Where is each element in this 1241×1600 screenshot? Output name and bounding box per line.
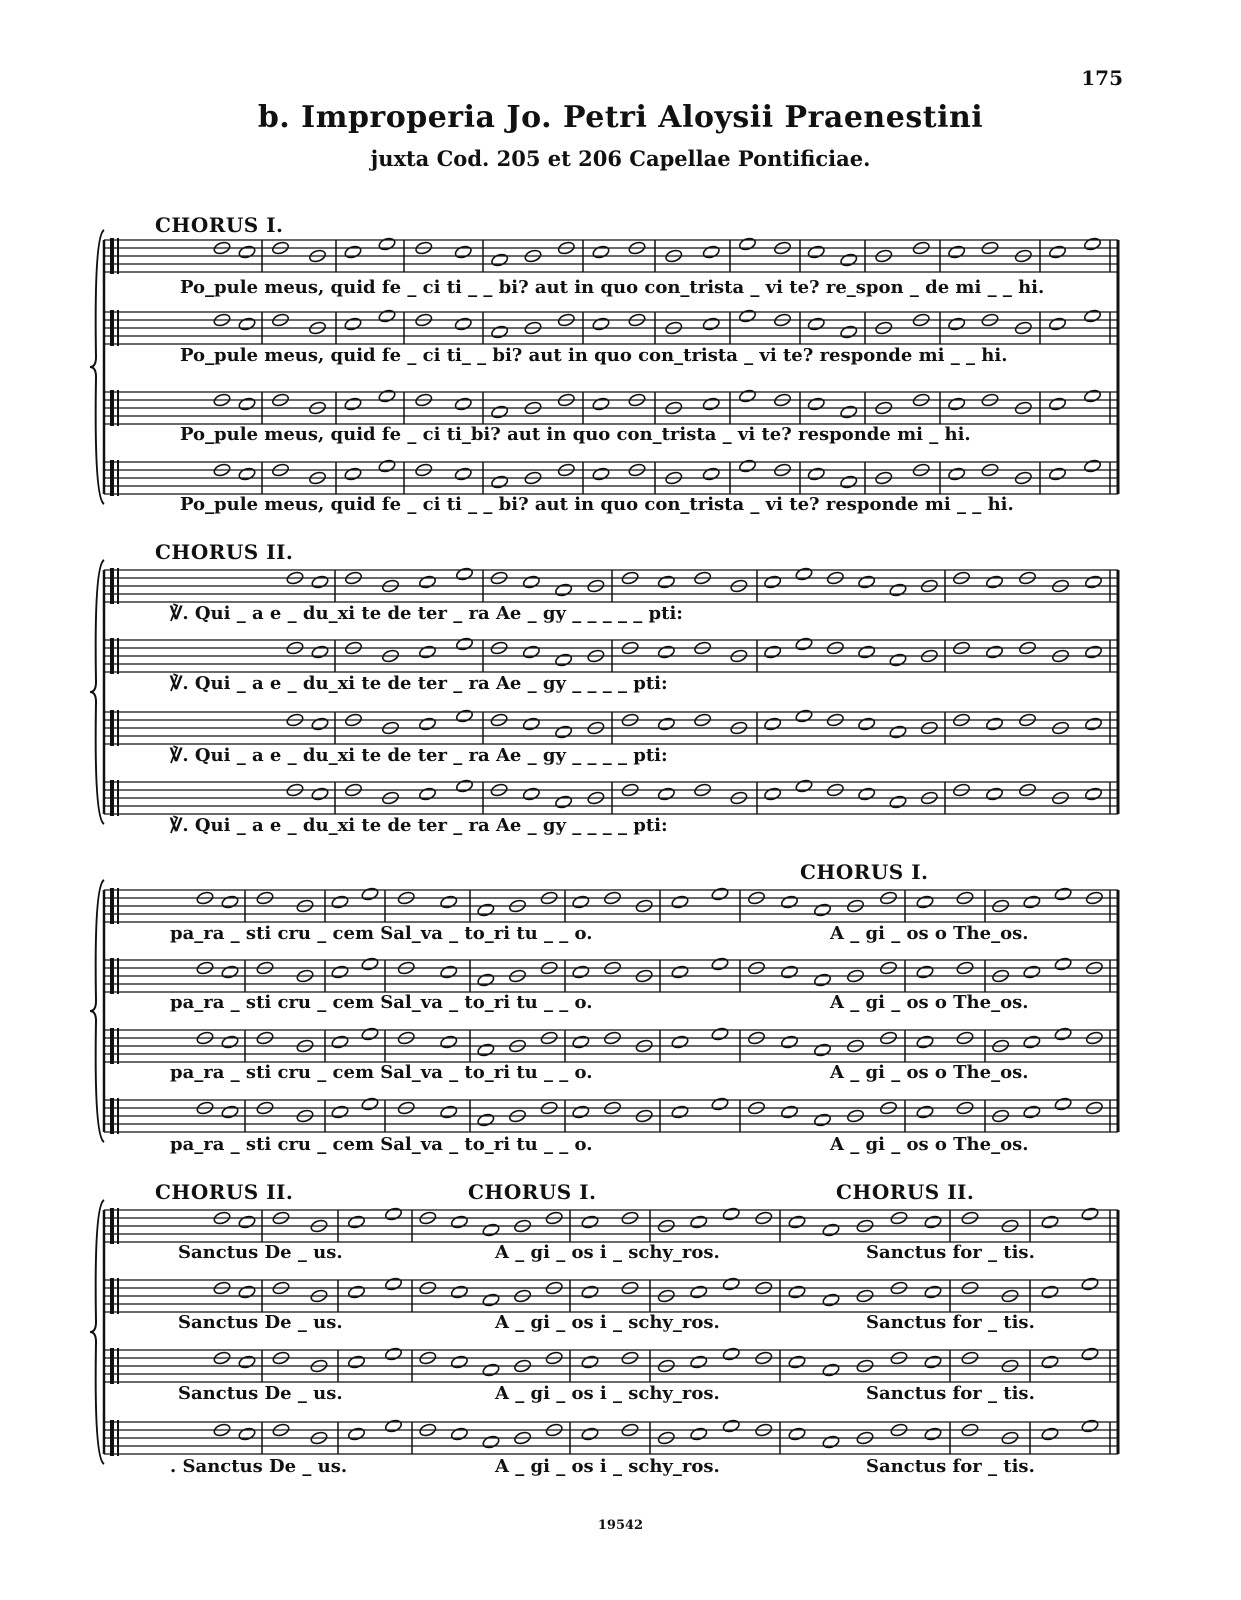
note-head bbox=[795, 567, 813, 582]
note-head bbox=[331, 1035, 349, 1050]
note-head bbox=[344, 317, 362, 332]
note-head bbox=[657, 575, 675, 590]
clef-mark bbox=[110, 710, 114, 746]
chorus-label: CHORUS II. bbox=[155, 540, 294, 564]
note-head bbox=[238, 1215, 256, 1230]
lyric-line: A _ gi _ os o The_os. bbox=[830, 923, 1029, 944]
lyric-line: Po_pule meus, quid fe _ ci ti_bi? aut in quo con_trista _ vi te? responde mi _ hi. bbox=[180, 424, 971, 445]
note-head bbox=[780, 1105, 798, 1120]
note-head bbox=[795, 709, 813, 724]
note-head bbox=[344, 467, 362, 482]
note-head bbox=[572, 1035, 590, 1050]
note-head bbox=[347, 1285, 365, 1300]
note-head bbox=[440, 1105, 458, 1120]
note-head bbox=[1023, 1105, 1041, 1120]
note-head bbox=[311, 787, 329, 802]
note-head bbox=[378, 389, 396, 404]
note-head bbox=[711, 1097, 729, 1112]
clef-mark bbox=[110, 390, 114, 426]
note-head bbox=[384, 1277, 402, 1292]
note-head bbox=[344, 245, 362, 260]
lyric-line: Sanctus for _ tis. bbox=[866, 1312, 1035, 1333]
note-head bbox=[889, 725, 907, 740]
note-head bbox=[916, 1035, 934, 1050]
note-head bbox=[455, 779, 473, 794]
note-head bbox=[490, 253, 508, 268]
note-head bbox=[418, 717, 436, 732]
note-head bbox=[592, 317, 610, 332]
clef-mark bbox=[117, 710, 119, 746]
note-head bbox=[711, 1027, 729, 1042]
note-head bbox=[238, 467, 256, 482]
note-head bbox=[482, 1293, 500, 1308]
note-head bbox=[924, 1215, 942, 1230]
clef-mark bbox=[110, 238, 114, 274]
note-head bbox=[554, 653, 572, 668]
note-head bbox=[554, 583, 572, 598]
note-head bbox=[780, 1035, 798, 1050]
note-head bbox=[361, 1097, 379, 1112]
note-head bbox=[671, 1105, 689, 1120]
note-head bbox=[384, 1207, 402, 1222]
note-head bbox=[807, 245, 825, 260]
clef-mark bbox=[117, 460, 119, 496]
note-head bbox=[482, 1435, 500, 1450]
note-head bbox=[780, 965, 798, 980]
lyric-line: Sanctus for _ tis. bbox=[866, 1456, 1035, 1477]
note-head bbox=[482, 1223, 500, 1238]
note-head bbox=[1084, 717, 1102, 732]
note-head bbox=[822, 1293, 840, 1308]
clef-mark bbox=[110, 780, 114, 816]
clef-mark bbox=[117, 958, 119, 994]
clef-mark bbox=[110, 958, 114, 994]
note-head bbox=[581, 1215, 599, 1230]
lyric-line: . Sanctus De _ us. bbox=[170, 1456, 348, 1477]
note-head bbox=[311, 575, 329, 590]
note-head bbox=[572, 895, 590, 910]
note-head bbox=[763, 717, 781, 732]
page-number: 175 bbox=[1081, 66, 1123, 90]
lyric-line: ℣. Qui _ a e _ du_xi te de ter _ ra Ae _ gy _ _ _ _ pti: bbox=[170, 815, 668, 836]
clef-mark bbox=[110, 1278, 114, 1314]
note-head bbox=[889, 653, 907, 668]
note-head bbox=[1048, 317, 1066, 332]
lyric-line: pa_ra _ sti cru _ cem Sal_va _ to_ri tu _ _ o. bbox=[170, 923, 593, 944]
note-head bbox=[840, 253, 858, 268]
clef-mark bbox=[117, 1208, 119, 1244]
clef-mark bbox=[117, 310, 119, 346]
clef-mark bbox=[110, 310, 114, 346]
note-head bbox=[347, 1427, 365, 1442]
note-head bbox=[311, 645, 329, 660]
note-head bbox=[857, 645, 875, 660]
lyric-line: Sanctus De _ us. bbox=[178, 1383, 343, 1404]
note-head bbox=[807, 397, 825, 412]
note-head bbox=[788, 1285, 806, 1300]
note-head bbox=[238, 317, 256, 332]
note-head bbox=[722, 1419, 740, 1434]
note-head bbox=[947, 245, 965, 260]
note-head bbox=[477, 973, 495, 988]
system-brace bbox=[90, 1200, 104, 1464]
note-head bbox=[361, 957, 379, 972]
lyric-line: A _ gi _ os i _ schy_ros. bbox=[495, 1383, 720, 1404]
note-head bbox=[822, 1223, 840, 1238]
note-head bbox=[1041, 1355, 1059, 1370]
system-brace bbox=[90, 560, 104, 824]
note-head bbox=[807, 317, 825, 332]
note-head bbox=[450, 1427, 468, 1442]
note-head bbox=[1081, 1419, 1099, 1434]
note-head bbox=[1023, 895, 1041, 910]
note-head bbox=[690, 1427, 708, 1442]
lyric-line: A _ gi _ os o The_os. bbox=[830, 992, 1029, 1013]
clef-mark bbox=[117, 780, 119, 816]
note-head bbox=[1048, 467, 1066, 482]
note-head bbox=[840, 405, 858, 420]
note-head bbox=[985, 575, 1003, 590]
clef-mark bbox=[110, 638, 114, 674]
note-head bbox=[1084, 645, 1102, 660]
note-head bbox=[1041, 1285, 1059, 1300]
note-head bbox=[702, 467, 720, 482]
note-head bbox=[807, 467, 825, 482]
note-head bbox=[738, 459, 756, 474]
note-head bbox=[361, 887, 379, 902]
lyric-line: A _ gi _ os i _ schy_ros. bbox=[495, 1242, 720, 1263]
note-head bbox=[1054, 1027, 1072, 1042]
note-head bbox=[522, 575, 540, 590]
note-head bbox=[384, 1419, 402, 1434]
lyric-line: pa_ra _ sti cru _ cem Sal_va _ to_ri tu _ _ o. bbox=[170, 1134, 593, 1155]
note-head bbox=[581, 1285, 599, 1300]
note-head bbox=[916, 895, 934, 910]
note-head bbox=[361, 1027, 379, 1042]
note-head bbox=[711, 887, 729, 902]
note-head bbox=[592, 397, 610, 412]
note-head bbox=[347, 1215, 365, 1230]
note-head bbox=[722, 1207, 740, 1222]
lyric-line: A _ gi _ os i _ schy_ros. bbox=[495, 1456, 720, 1477]
note-head bbox=[440, 895, 458, 910]
note-head bbox=[738, 389, 756, 404]
note-head bbox=[378, 237, 396, 252]
note-head bbox=[1083, 389, 1101, 404]
note-head bbox=[454, 317, 472, 332]
clef-mark bbox=[117, 238, 119, 274]
lyric-line: Po_pule meus, quid fe _ ci ti_ _ bi? aut in quo con_trista _ vi te? responde mi _ _ hi. bbox=[180, 345, 1008, 366]
note-head bbox=[916, 1105, 934, 1120]
chorus-label: CHORUS I. bbox=[155, 213, 284, 237]
note-head bbox=[592, 467, 610, 482]
note-head bbox=[857, 717, 875, 732]
note-head bbox=[454, 245, 472, 260]
note-head bbox=[477, 903, 495, 918]
note-head bbox=[788, 1427, 806, 1442]
note-head bbox=[795, 779, 813, 794]
note-head bbox=[947, 317, 965, 332]
clef-mark bbox=[117, 888, 119, 924]
note-head bbox=[822, 1435, 840, 1450]
note-head bbox=[711, 957, 729, 972]
note-head bbox=[477, 1043, 495, 1058]
lyric-line: Sanctus for _ tis. bbox=[866, 1242, 1035, 1263]
note-head bbox=[440, 1035, 458, 1050]
note-head bbox=[490, 475, 508, 490]
note-head bbox=[1054, 957, 1072, 972]
lyric-line: pa_ra _ sti cru _ cem Sal_va _ to_ri tu _ _ o. bbox=[170, 1062, 593, 1083]
clef-mark bbox=[117, 1420, 119, 1456]
note-head bbox=[238, 397, 256, 412]
note-head bbox=[1081, 1277, 1099, 1292]
note-head bbox=[1048, 397, 1066, 412]
note-head bbox=[763, 575, 781, 590]
note-head bbox=[690, 1285, 708, 1300]
note-head bbox=[690, 1355, 708, 1370]
note-head bbox=[490, 325, 508, 340]
note-head bbox=[454, 397, 472, 412]
note-head bbox=[418, 787, 436, 802]
lyric-line: A _ gi _ os o The_os. bbox=[830, 1062, 1029, 1083]
note-head bbox=[522, 787, 540, 802]
note-head bbox=[889, 583, 907, 598]
note-head bbox=[455, 637, 473, 652]
note-head bbox=[221, 1035, 239, 1050]
lyric-line: Sanctus for _ tis. bbox=[866, 1383, 1035, 1404]
note-head bbox=[702, 317, 720, 332]
note-head bbox=[813, 1043, 831, 1058]
note-head bbox=[1083, 309, 1101, 324]
note-head bbox=[657, 787, 675, 802]
note-head bbox=[1041, 1215, 1059, 1230]
clef-mark bbox=[110, 1098, 114, 1134]
system-brace bbox=[90, 880, 104, 1142]
note-head bbox=[331, 895, 349, 910]
note-head bbox=[889, 795, 907, 810]
note-head bbox=[702, 245, 720, 260]
note-head bbox=[440, 965, 458, 980]
system-brace bbox=[90, 230, 104, 504]
clef-mark bbox=[110, 568, 114, 604]
note-head bbox=[572, 965, 590, 980]
note-head bbox=[690, 1215, 708, 1230]
page-title: b. Improperia Jo. Petri Aloysii Praenestini bbox=[257, 100, 984, 135]
note-head bbox=[1041, 1427, 1059, 1442]
note-head bbox=[384, 1347, 402, 1362]
note-head bbox=[347, 1355, 365, 1370]
note-head bbox=[813, 973, 831, 988]
clef-mark bbox=[117, 568, 119, 604]
note-head bbox=[822, 1363, 840, 1378]
note-head bbox=[221, 965, 239, 980]
note-head bbox=[657, 645, 675, 660]
note-head bbox=[450, 1285, 468, 1300]
note-head bbox=[671, 965, 689, 980]
note-head bbox=[238, 1355, 256, 1370]
note-head bbox=[657, 717, 675, 732]
note-head bbox=[813, 903, 831, 918]
note-head bbox=[311, 717, 329, 732]
note-head bbox=[738, 309, 756, 324]
note-head bbox=[1084, 575, 1102, 590]
note-head bbox=[238, 1285, 256, 1300]
note-head bbox=[671, 895, 689, 910]
lyric-line: ℣. Qui _ a e _ du_xi te de ter _ ra Ae _ gy _ _ _ _ _ pti: bbox=[170, 603, 683, 624]
note-head bbox=[947, 467, 965, 482]
clef-mark bbox=[117, 1028, 119, 1064]
note-head bbox=[378, 459, 396, 474]
note-head bbox=[581, 1427, 599, 1442]
note-head bbox=[418, 575, 436, 590]
note-head bbox=[985, 717, 1003, 732]
clef-mark bbox=[117, 1278, 119, 1314]
note-head bbox=[763, 787, 781, 802]
note-head bbox=[1023, 1035, 1041, 1050]
chorus-label: CHORUS I. bbox=[800, 860, 929, 884]
note-head bbox=[857, 787, 875, 802]
note-head bbox=[1048, 245, 1066, 260]
note-head bbox=[795, 637, 813, 652]
note-head bbox=[331, 965, 349, 980]
note-head bbox=[985, 787, 1003, 802]
chorus-label: CHORUS I. bbox=[468, 1180, 597, 1204]
lyric-line: pa_ra _ sti cru _ cem Sal_va _ to_ri tu _ _ o. bbox=[170, 992, 593, 1013]
note-head bbox=[522, 645, 540, 660]
note-head bbox=[554, 725, 572, 740]
lyric-line: Sanctus De _ us. bbox=[178, 1242, 343, 1263]
note-head bbox=[581, 1355, 599, 1370]
note-head bbox=[722, 1277, 740, 1292]
note-head bbox=[554, 795, 572, 810]
note-head bbox=[344, 397, 362, 412]
note-head bbox=[1084, 787, 1102, 802]
chorus-label: CHORUS II. bbox=[155, 1180, 294, 1204]
clef-mark bbox=[117, 638, 119, 674]
note-head bbox=[1023, 965, 1041, 980]
note-head bbox=[418, 645, 436, 660]
note-head bbox=[477, 1113, 495, 1128]
note-head bbox=[916, 965, 934, 980]
note-head bbox=[1081, 1347, 1099, 1362]
note-head bbox=[455, 567, 473, 582]
note-head bbox=[572, 1105, 590, 1120]
note-head bbox=[671, 1035, 689, 1050]
clef-mark bbox=[117, 390, 119, 426]
lyric-line: Po_pule meus, quid fe _ ci ti _ _ bi? aut in quo con_trista _ vi te? re_spon _ de mi _ _ hi. bbox=[180, 277, 1045, 298]
note-head bbox=[450, 1215, 468, 1230]
note-head bbox=[780, 895, 798, 910]
note-head bbox=[924, 1285, 942, 1300]
note-head bbox=[924, 1427, 942, 1442]
note-head bbox=[378, 309, 396, 324]
note-head bbox=[738, 237, 756, 252]
clef-mark bbox=[110, 1028, 114, 1064]
note-head bbox=[985, 645, 1003, 660]
note-head bbox=[1083, 459, 1101, 474]
lyric-line: A _ gi _ os o The_os. bbox=[830, 1134, 1029, 1155]
note-head bbox=[482, 1363, 500, 1378]
note-head bbox=[238, 1427, 256, 1442]
note-head bbox=[947, 397, 965, 412]
note-head bbox=[813, 1113, 831, 1128]
note-head bbox=[788, 1215, 806, 1230]
lyric-line: Sanctus De _ us. bbox=[178, 1312, 343, 1333]
lyric-line: A _ gi _ os i _ schy_ros. bbox=[495, 1312, 720, 1333]
note-head bbox=[1054, 887, 1072, 902]
note-head bbox=[450, 1355, 468, 1370]
clef-mark bbox=[110, 460, 114, 496]
note-head bbox=[924, 1355, 942, 1370]
lyric-line: ℣. Qui _ a e _ du_xi te de ter _ ra Ae _ gy _ _ _ _ pti: bbox=[170, 745, 668, 766]
note-head bbox=[221, 1105, 239, 1120]
plate-number: 19542 bbox=[597, 1518, 644, 1533]
note-head bbox=[522, 717, 540, 732]
page-subtitle: juxta Cod. 205 et 206 Capellae Pontificiae. bbox=[370, 146, 871, 171]
note-head bbox=[490, 405, 508, 420]
clef-mark bbox=[117, 1098, 119, 1134]
clef-mark bbox=[117, 1348, 119, 1384]
note-head bbox=[840, 475, 858, 490]
note-head bbox=[840, 325, 858, 340]
lyric-line: Po_pule meus, quid fe _ ci ti _ _ bi? aut in quo con_trista _ vi te? responde mi _ _ hi. bbox=[180, 494, 1014, 515]
note-head bbox=[238, 245, 256, 260]
note-head bbox=[454, 467, 472, 482]
note-head bbox=[1081, 1207, 1099, 1222]
note-head bbox=[763, 645, 781, 660]
note-head bbox=[1083, 237, 1101, 252]
clef-mark bbox=[110, 888, 114, 924]
lyric-line: ℣. Qui _ a e _ du_xi te de ter _ ra Ae _ gy _ _ _ _ pti: bbox=[170, 673, 668, 694]
note-head bbox=[592, 245, 610, 260]
clef-mark bbox=[110, 1208, 114, 1244]
clef-mark bbox=[110, 1348, 114, 1384]
note-head bbox=[722, 1347, 740, 1362]
note-head bbox=[221, 895, 239, 910]
note-head bbox=[702, 397, 720, 412]
chorus-label: CHORUS II. bbox=[836, 1180, 975, 1204]
note-head bbox=[455, 709, 473, 724]
note-head bbox=[1054, 1097, 1072, 1112]
note-head bbox=[788, 1355, 806, 1370]
note-head bbox=[331, 1105, 349, 1120]
clef-mark bbox=[110, 1420, 114, 1456]
note-head bbox=[857, 575, 875, 590]
